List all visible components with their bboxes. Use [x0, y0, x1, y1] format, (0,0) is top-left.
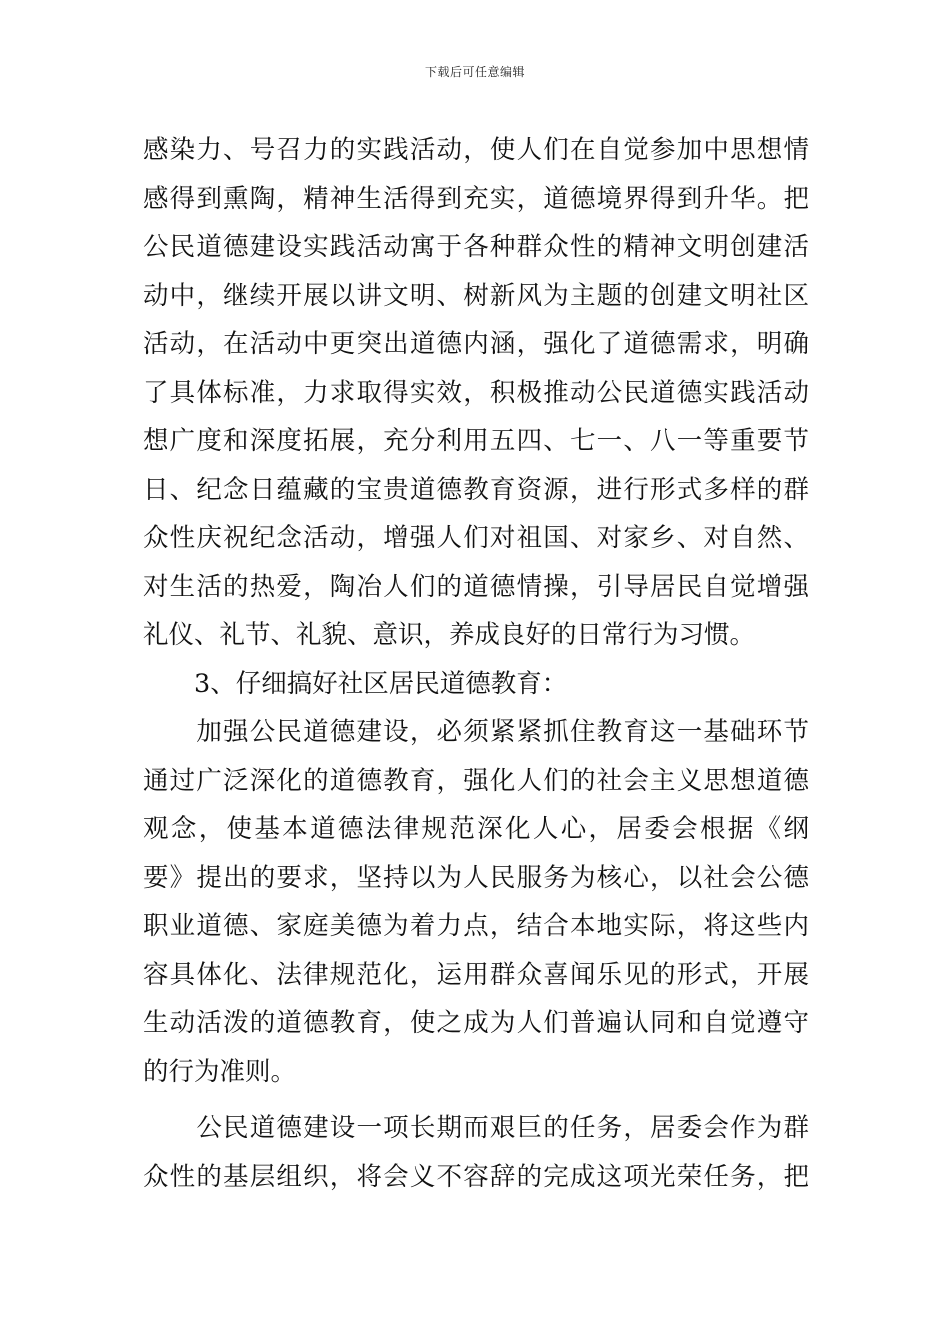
text-line: 职业道德、家庭美德为着力点，结合本地实际，将这些内 — [143, 911, 809, 941]
text-line: 通过广泛深化的道德教育，强化人们的社会主义思想道德 — [143, 765, 809, 796]
text-line: 日、纪念日蕴藏的宝贵道德教育资源，进行形式多样的群 — [143, 474, 809, 505]
text-line: 了具体标准，力求取得实效，积极推动公民道德实践活动 — [143, 377, 809, 408]
text-line: 公民道德建设实践活动寓于各种群众性的精神文明创建活 — [143, 232, 809, 262]
text-line: 礼仪、礼节、礼貌、意识，养成良好的日常行为习惯。 — [143, 620, 756, 650]
section-heading: 3、仔细搞好社区居民道德教育： — [143, 668, 568, 699]
page-header: 下载后可任意编辑 — [424, 65, 525, 79]
text-line: 要》提出的要求，坚持以为人民服务为核心，以社会公德 — [143, 862, 809, 893]
text-line: 感得到熏陶，精神生活得到充实，道德境界得到升华。把 — [143, 183, 809, 214]
text-line: 众性的基层组织，将会义不容辞的完成这项光荣任务，把 — [143, 1161, 809, 1192]
text-line: 生动活泼的道德教育，使之成为人们普遍认同和自觉遵守 — [143, 1008, 809, 1038]
text-line: 容具体化、法律规范化，运用群众喜闻乐见的形式，开展 — [143, 959, 809, 990]
document-body — [143, 126, 809, 1201]
text-line: 的行为准则。 — [143, 1056, 297, 1087]
text-line: 众性庆祝纪念活动，增强人们对祖国、对家乡、对自然、 — [143, 523, 809, 553]
text-line: 加强公民道德建设，必须紧紧抓住教育这一基础环节 — [143, 717, 809, 747]
text-line: 公民道德建设一项长期而艰巨的任务，居委会作为群 — [143, 1113, 809, 1143]
text-line: 想广度和深度拓展，充分利用五四、七一、八一等重要节 — [143, 426, 809, 456]
text-line: 对生活的热爱，陶冶人们的道德情操，引导居民自觉增强 — [143, 571, 809, 602]
paragraph-gap — [143, 1096, 809, 1104]
text-line: 观念，使基本道德法律规范深化人心，居委会根据《纲 — [143, 814, 809, 844]
text-line: 动中，继续开展以讲文明、树新风为主题的创建文明社区 — [143, 280, 809, 311]
text-line: 活动，在活动中更突出道德内涵，强化了道德需求，明确 — [143, 329, 809, 359]
text-line: 感染力、号召力的实践活动，使人们在自觉参加中思想情 — [143, 135, 809, 165]
